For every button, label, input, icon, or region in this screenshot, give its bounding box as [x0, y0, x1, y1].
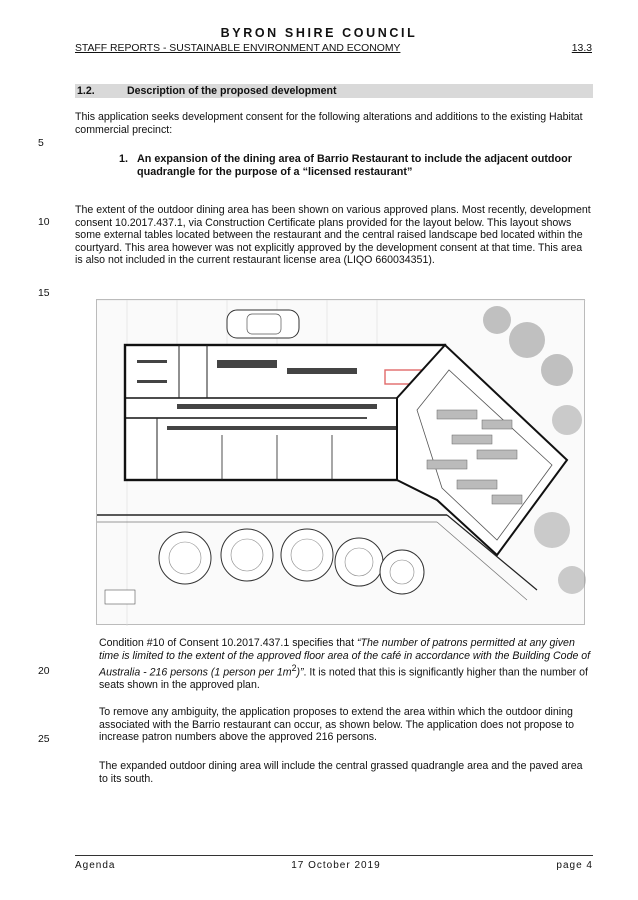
section-number: 1.2.	[77, 85, 95, 97]
line-number: 5	[38, 138, 44, 149]
line-number: 10	[38, 217, 50, 228]
condition-quote: “The number of patrons permitted at any given time is limited to the extent of the approved floor area of the café in accordance with the Building Code of Australia - 216 persons (1 person per 1m	[99, 637, 591, 679]
condition-sup: 2	[291, 663, 297, 674]
intro-paragraph: This application seeks development consent for the following alterations and additions to the existing Habitat commercial precinct:	[75, 111, 583, 136]
footer-date: 17 October 2019	[291, 860, 381, 871]
trees	[159, 529, 424, 594]
site-plan-svg	[97, 300, 586, 626]
extent-paragraph: The extent of the outdoor dining area has been shown on various approved plans. Most recently, development consent 10.2017.437.1, via Construction Certificate plans provided for the layout below. This layout shows some external tables located between the restaurant and the central raised landscape bed located within the courtyard. This area however was not explicitly approved by the development consent at that time. This area is also not included in the current restaurant license area (LIQO 660034351).	[75, 204, 591, 267]
numbered-item-1	[119, 153, 589, 179]
line-number: 20	[38, 666, 50, 677]
footer	[75, 860, 593, 871]
line-number: 15	[38, 288, 50, 299]
report-subheader	[75, 43, 592, 54]
line-number: 25	[38, 734, 50, 745]
footer-rule	[75, 855, 593, 856]
item-1-number: 1.	[119, 153, 129, 165]
council-name: BYRON SHIRE COUNCIL	[220, 26, 418, 40]
item-1-text: An expansion of the dining area of Barrio Restaurant to include the adjacent outdoor quadrangle for the purpose of a “licensed restaurant”	[137, 153, 572, 178]
item-number: 13.3	[571, 43, 592, 54]
site-plan-drawing	[96, 299, 585, 625]
section-heading-bar	[75, 84, 593, 98]
footer-left: Agenda	[75, 860, 116, 871]
section-title: Description of the proposed development	[127, 85, 337, 97]
condition-quote-end: )”	[296, 666, 304, 679]
footer-page: page 4	[556, 860, 593, 871]
condition-lead: Condition #10 of Consent 10.2017.437.1 specifies that	[99, 637, 357, 649]
ambiguity-paragraph: To remove any ambiguity, the application proposes to extend the area within which the outdoor dining associated with the Barrio restaurant can occur, as shown below. The application does not propose to increase patron numbers above the approved 216 persons.	[99, 706, 575, 744]
condition-paragraph	[99, 637, 593, 692]
expanded-paragraph: The expanded outdoor dining area will include the central grassed quadrangle area and the paved area to its south.	[99, 760, 583, 785]
condition-tail: . It is noted that this is significantly higher than the number of seats shown in the approved plan.	[99, 666, 588, 692]
report-title: STAFF REPORTS - SUSTAINABLE ENVIRONMENT AND ECONOMY	[75, 43, 401, 54]
